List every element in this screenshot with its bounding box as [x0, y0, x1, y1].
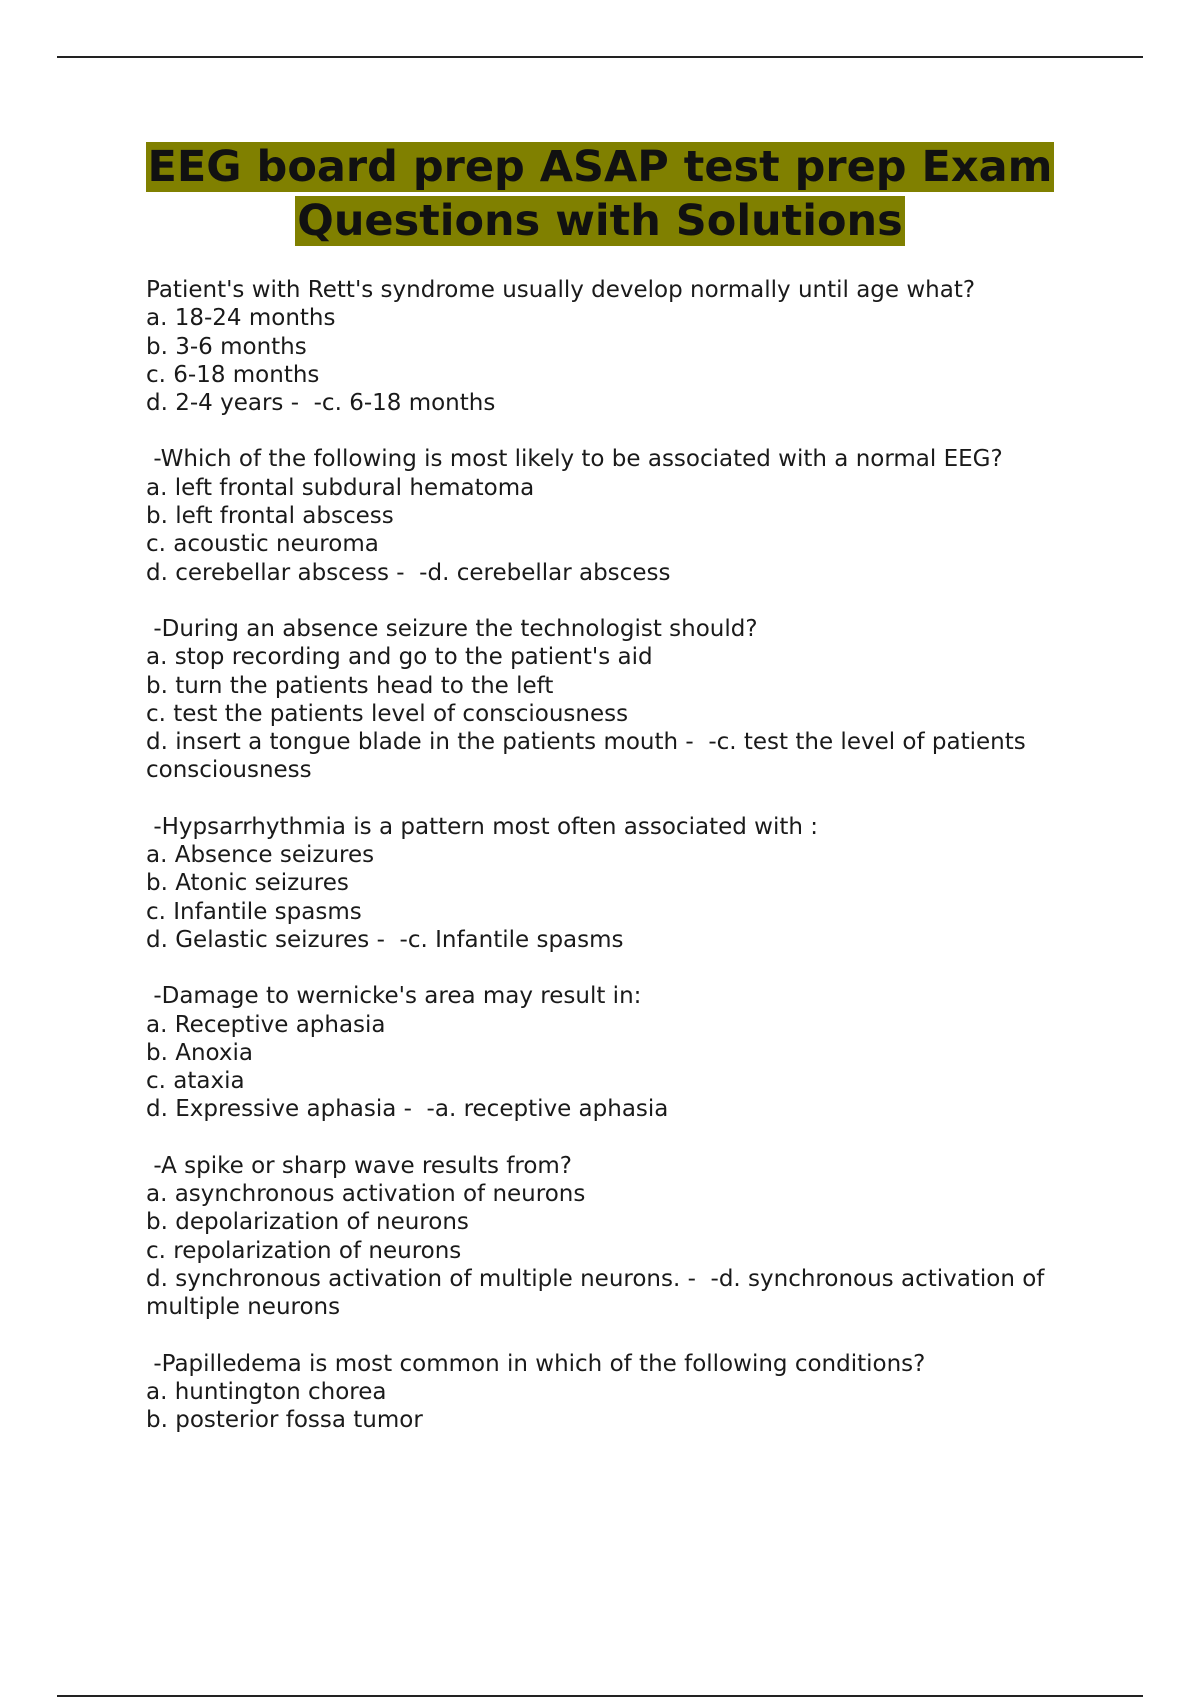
answer-option-with-solution: d. 2-4 years - -c. 6-18 months: [146, 390, 496, 417]
question-prompt: -Papilledema is most common in which of the following conditions?: [146, 1350, 926, 1377]
answer-option: b. left frontal abscess: [146, 503, 394, 530]
answer-option: a. stop recording and go to the patient's aid: [146, 644, 653, 671]
question-prompt: -Which of the following is most likely to be associated with a normal EEG?: [146, 446, 1003, 473]
answer-option: b. Anoxia: [146, 1039, 253, 1066]
question-block-7: [146, 1350, 1086, 1435]
answer-option: a. asynchronous activation of neurons: [146, 1181, 586, 1208]
question-prompt: -During an absence seizure the technologist should?: [146, 615, 758, 642]
answer-option: b. posterior fossa tumor: [146, 1407, 423, 1434]
answer-option: c. test the patients level of consciousness: [146, 700, 629, 727]
top-divider: [57, 56, 1143, 58]
question-block-3: [146, 615, 1086, 785]
answer-option: a. 18-24 months: [146, 305, 336, 332]
question-block-1: [146, 276, 1086, 417]
question-prompt: Patient's with Rett's syndrome usually develop normally until age what?: [146, 277, 976, 303]
answer-option: c. Infantile spasms: [146, 898, 362, 925]
title-line-2: Questions with Solutions: [297, 196, 903, 246]
question-block-4: [146, 813, 1086, 954]
answer-option-with-solution: d. cerebellar abscess - -d. cerebellar abscess: [146, 559, 671, 586]
answer-option-with-solution: d. Expressive aphasia - -a. receptive aphasia: [146, 1096, 669, 1123]
answer-option-with-solution: d. insert a tongue blade in the patients mouth - -c. test the level of patients consciousness: [146, 729, 1034, 784]
answer-option: a. Absence seizures: [146, 842, 375, 869]
answer-option: c. 6-18 months: [146, 361, 320, 388]
answer-option: b. 3-6 months: [146, 333, 307, 360]
question-block-6: [146, 1152, 1086, 1322]
question-list: [146, 276, 1086, 1462]
answer-option: b. depolarization of neurons: [146, 1209, 469, 1236]
bottom-divider: [57, 1695, 1143, 1697]
question-prompt: -A spike or sharp wave results from?: [146, 1152, 573, 1179]
answer-option: c. ataxia: [146, 1068, 245, 1095]
answer-option: c. repolarization of neurons: [146, 1237, 462, 1264]
answer-option: b. Atonic seizures: [146, 870, 349, 897]
question-prompt: -Damage to wernicke's area may result in:: [146, 983, 642, 1010]
answer-option-with-solution: d. Gelastic seizures - -c. Infantile spasms: [146, 926, 624, 953]
document-title: [60, 140, 1140, 248]
answer-option: a. left frontal subdural hematoma: [146, 474, 535, 501]
answer-option-with-solution: d. synchronous activation of multiple neurons. - -d. synchronous activation of multiple neurons: [146, 1265, 1052, 1321]
answer-option: a. Receptive aphasia: [146, 1011, 386, 1038]
question-block-2: [146, 445, 1086, 586]
question-prompt: -Hypsarrhythmia is a pattern most often associated with :: [146, 813, 818, 840]
answer-option: b. turn the patients head to the left: [146, 672, 554, 699]
title-line-1: EEG board prep ASAP test prep Exam: [147, 142, 1053, 192]
answer-option: a. huntington chorea: [146, 1378, 387, 1405]
answer-option: c. acoustic neuroma: [146, 531, 379, 558]
question-block-5: [146, 982, 1086, 1123]
